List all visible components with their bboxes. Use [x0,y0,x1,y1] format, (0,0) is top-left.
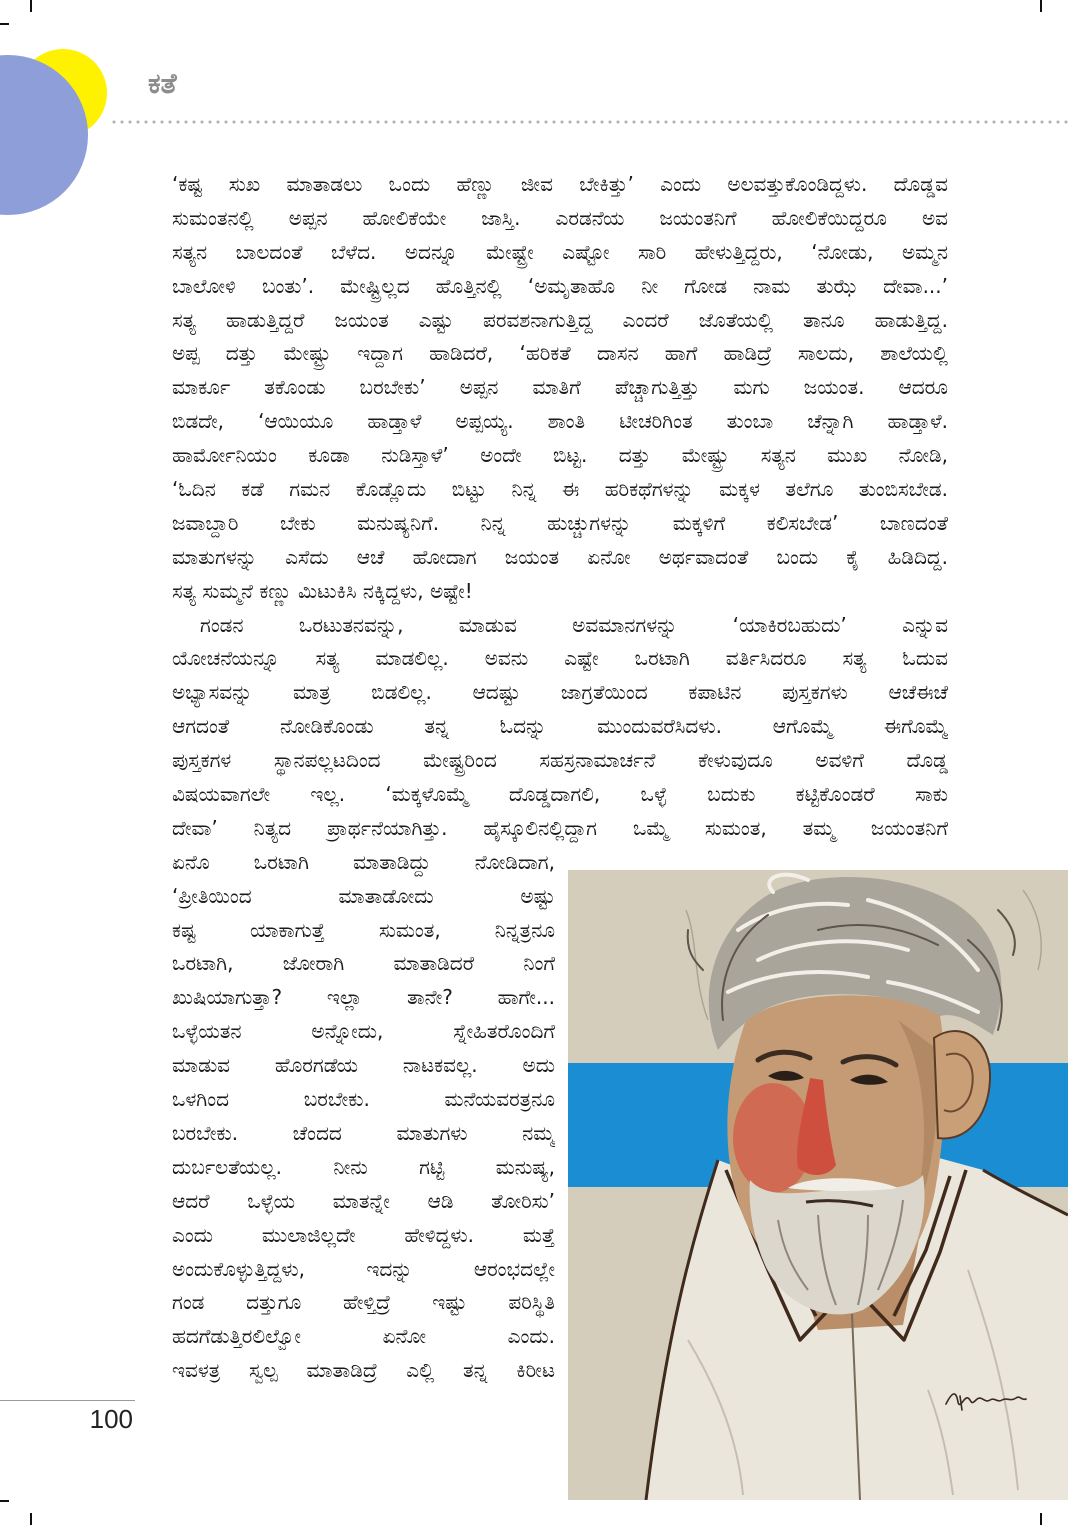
decorative-circles [0,0,130,225]
crop-mark [0,1500,9,1502]
text-line: ಹಾರ್ಮೋನಿಯಂ ಕೂಡಾ ನುಡಿಸ್ತಾಳೆ’ ಅಂದೇ ಬಿಟ್ಟ. ದತ್ತು ಮೇಷ್ಟ್ರು ಸತ್ಯನ ಮುಖ ನೋಡಿ, [172,443,948,468]
text-line: ಸತ್ಯನ ಬಾಲದಂತೆ ಬೆಳೆದ. ಅದನ್ನೂ ಮೇಷ್ಟ್ರೇ ಎಷ್ಟೋ ಸಾರಿ ಹೇಳುತ್ತಿದ್ದರು, ‘ನೋಡು, ಅಮ್ಮನ [172,239,948,264]
text-line: ದೇವಾ’ ನಿತ್ಯದ ಪ್ರಾರ್ಥನೆಯಾಗಿತ್ತು. ಹೈಸ್ಕೂಲಿನಲ್ಲಿದ್ದಾಗ ಒಮ್ಮೆ ಸುಮಂತ, ತಮ್ಮ ಜಯಂತನಿಗೆ [172,815,948,840]
dotted-divider [110,120,1068,124]
text-line: ಕಷ್ಟ ಯಾಕಾಗುತ್ತೆ ಸುಮಂತ, ನಿನ್ನತ್ರನೂ [172,917,555,942]
portrait-illustration [568,870,1068,1500]
page-number-rule [0,1400,135,1401]
text-line: ಮಾರ್ಕೂ ತಕೊಂಡು ಬರಬೇಕು’ ಅಪ್ಪನ ಮಾತಿಗೆ ಪೆಚ್ಚಾಗುತ್ತಿತ್ತು ಮಗು ಜಯಂತ. ಆದರೂ [172,375,948,400]
text-line: ಅಪ್ಪ ದತ್ತು ಮೇಷ್ಟ್ರು ಇದ್ದಾಗ ಹಾಡಿದರೆ, ‘ಹರಿಕತೆ ದಾಸನ ಹಾಗೆ ಹಾಡಿದ್ರೆ ಸಾಲದು, ಶಾಲೆಯಲ್ಲಿ [172,341,948,366]
text-line: ಗಂಡ ದತ್ತುಗೂ ಹೇಳ್ತಿದ್ರೆ ಇಷ್ಟು ಪರಿಸ್ಥಿತಿ [172,1290,555,1315]
text-line: ಇವಳತ್ರ ಸ್ವಲ್ಪ ಮಾತಾಡಿದ್ರೆ ಎಲ್ಲಿ ತನ್ನ ಕಿರೀಟ [172,1358,555,1383]
text-line: ಪುಸ್ತಕಗಳ ಸ್ಥಾನಪಲ್ಲಟದಿಂದ ಮೇಷ್ಟ್ರರಿಂದ ಸಹಸ್ರನಾಮಾರ್ಚನೆ ಕೇಳುವುದೂ ಅವಳಿಗೆ ದೊಡ್ಡ [172,748,948,773]
text-line: ಹದಗೆಡುತ್ತಿರಲಿಲ್ವೋ ಏನೋ ಎಂದು. [172,1324,555,1349]
crop-mark [1040,1513,1042,1525]
text-line: ಸತ್ಯ ಹಾಡುತ್ತಿದ್ದರೆ ಜಯಂತ ಎಷ್ಟು ಪರವಶನಾಗುತ್ತಿದ್ದ ಎಂದರೆ ಜೊತೆಯಲ್ಲಿ ತಾನೂ ಹಾಡುತ್ತಿದ್ದ. [172,307,948,332]
text-line: ಆಗದಂತೆ ನೋಡಿಕೊಂಡು ತನ್ನ ಓದನ್ನು ಮುಂದುವರೆಸಿದಳು. ಆಗೊಮ್ಮೆ ಈಗೊಮ್ಮೆ [172,714,948,739]
text-line: ಬರಬೇಕು. ಚೆಂದದ ಮಾತುಗಳು ನಮ್ಮ [172,1120,555,1145]
text-line: ಒಳಗಿಂದ ಬರಬೇಕು. ಮನೆಯವರತ್ರನೂ [172,1087,555,1112]
text-line: ಬಾಲೋಳಿ ಬಂತು’. ಮೇಷ್ಟ್ರಿಲ್ಲದ ಹೊತ್ತಿನಲ್ಲಿ ‘ಅಮೃತಾಹೊ ನೀ ಗೋಡ ನಾಮ ತುಝೆ ದೇವಾ...’ [172,273,948,298]
text-line: ಗಂಡನ ಒರಟುತನವನ್ನು, ಮಾಡುವ ಅವಮಾನಗಳನ್ನು ‘ಯಾಕಿರಬಹುದು’ ಎನ್ನುವ [200,612,948,637]
text-line: ಸತ್ಯ ಸುಮ್ಮನೆ ಕಣ್ಣು ಮಿಟುಕಿಸಿ ನಕ್ಕಿದ್ದಳು, ಅಷ್ಟೇ! [172,578,473,603]
text-line: ಅಭ್ಯಾಸವನ್ನು ಮಾತ್ರ ಬಿಡಲಿಲ್ಲ. ಆದಷ್ಟು ಜಾಗ್ರತೆಯಿಂದ ಕಪಾಟಿನ ಪುಸ್ತಕಗಳು ಆಚೆಈಚೆ [172,680,948,705]
text-line: ಮಾಡುವ ಹೊರಗಡೆಯ ನಾಟಕವಲ್ಲ. ಅದು [172,1053,555,1078]
text-line: ಬಿಡದೇ, ‘ಆಯಿಯೂ ಹಾಡ್ತಾಳೆ ಅಪ್ಪಯ್ಯ. ಶಾಂತಿ ಟೀಚರಿಗಿಂತ ತುಂಬಾ ಚೆನ್ನಾಗಿ ಹಾಡ್ತಾಳೆ. [172,409,948,434]
text-line: ‘ಕಷ್ಟ ಸುಖ ಮಾತಾಡಲು ಒಂದು ಹೆಣ್ಣು ಜೀವ ಬೇಕಿತ್ತು’ ಎಂದು ಅಲವತ್ತುಕೊಂಡಿದ್ದಳು. ದೊಡ್ಡವ [172,172,948,196]
text-line: ಯೋಚನೆಯನ್ನೂ ಸತ್ಯ ಮಾಡಲಿಲ್ಲ. ಅವನು ಎಷ್ಟೇ ಒರಟಾಗಿ ವರ್ತಿಸಿದರೂ ಸತ್ಯ ಓದುವ [172,646,948,671]
text-line: ಒರಟಾಗಿ, ಜೋರಾಗಿ ಮಾತಾಡಿದರೆ ನಿಂಗೆ [172,951,555,976]
section-title: ಕತೆ [148,67,177,100]
page-number: 100 [89,1404,133,1434]
text-line: ಆದರೆ ಒಳ್ಳೆಯ ಮಾತನ್ನೇ ಆಡಿ ತೋರಿಸು’ [172,1188,555,1213]
text-line: ದುರ್ಬಲತೆಯಲ್ಲ. ನೀನು ಗಟ್ಟಿ ಮನುಷ್ಯ, [172,1154,555,1179]
text-line: ಮಾತುಗಳನ್ನು ಎಸೆದು ಆಚೆ ಹೋದಾಗ ಜಯಂತ ಏನೋ ಅರ್ಥವಾದಂತೆ ಬಂದು ಕೈ ಹಿಡಿದಿದ್ದ. [172,544,948,569]
text-line: ಒಳ್ಳೆಯತನ ಅನ್ನೋದು, ಸ್ನೇಹಿತರೊಂದಿಗೆ [172,1019,555,1044]
text-line: ಅಂದುಕೊಳ್ಳುತ್ತಿದ್ದಳು, ಇದನ್ನು ಆರಂಭದಲ್ಲೇ [172,1256,555,1281]
text-line: ಜವಾಬ್ದಾರಿ ಬೇಕು ಮನುಷ್ಯನಿಗೆ. ನಿನ್ನ ಹುಚ್ಚುಗಳನ್ನು ಮಕ್ಕಳಿಗೆ ಕಲಿಸಬೇಡ’ ಬಾಣದಂತೆ [172,510,948,535]
text-line: ವಿಷಯವಾಗಲೇ ಇಲ್ಲ. ‘ಮಕ್ಕಳೊಮ್ಮೆ ದೊಡ್ಡದಾಗಲಿ, ಒಳ್ಳೆ ಬದುಕು ಕಟ್ಟಿಕೊಂಡರೆ ಸಾಕು [172,782,948,807]
crop-mark [1040,0,1042,12]
paragraph [172,168,948,609]
text-line: ‘ಪ್ರೀತಿಯಿಂದ ಮಾತಾಡೋದು ಅಷ್ಟು [172,883,555,908]
text-line: ಏನೊ ಒರಟಾಗಿ ಮಾತಾಡಿದ್ದು ನೋಡಿದಾಗ, [172,849,555,874]
text-line: ಎಂದು ಮುಲಾಜಿಲ್ಲದೇ ಹೇಳಿದ್ದಳು. ಮತ್ತೆ [172,1222,555,1247]
text-line: ‘ಓದಿನ ಕಡೆ ಗಮನ ಕೊಡ್ಲೊದು ಬಿಟ್ಟು ನಿನ್ನ ಈ ಹರಿಕಥೆಗಳನ್ನು ಮಕ್ಕಳ ತಲೆಗೂ ತುಂಬಿಸಬೇಡ. [172,477,948,502]
text-line: ಖುಷಿಯಾಗುತ್ತಾ? ಇಲ್ಲಾ ತಾನೇ? ಹಾಗೇ... [172,985,555,1010]
crop-mark [30,1513,32,1525]
text-line: ಸುಮಂತನಲ್ಲಿ ಅಪ್ಪನ ಹೋಲಿಕೆಯೇ ಜಾಸ್ತಿ. ಎರಡನೆಯ ಜಯಂತನಿಗೆ ಹೋಲಿಕೆಯಿದ್ದರೂ ಅವ [172,205,948,230]
